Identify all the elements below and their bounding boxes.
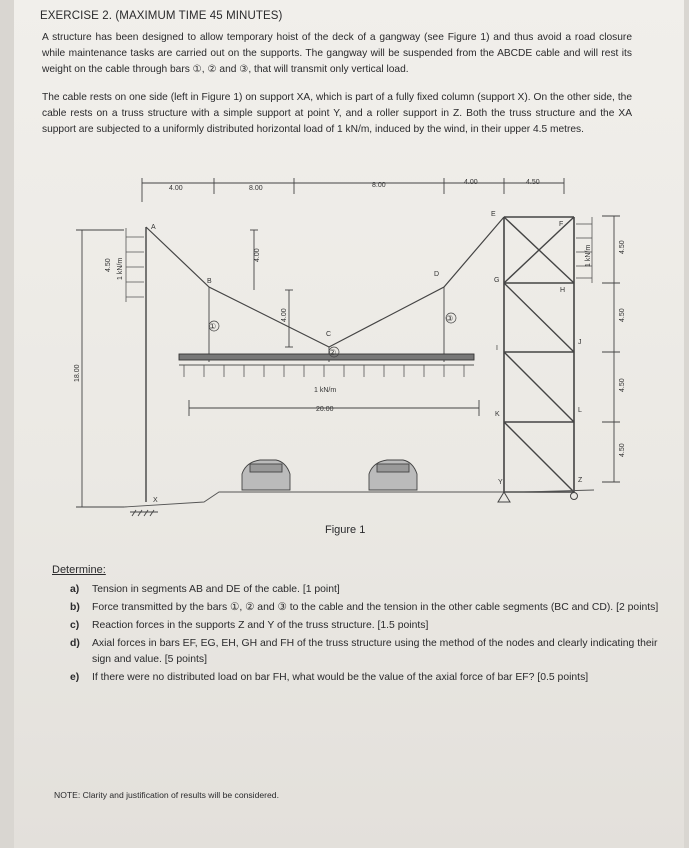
question-letter: e) — [70, 672, 80, 683]
bar-2-label: ② — [329, 348, 337, 357]
exercise-title: EXERCISE 2. (MAXIMUM TIME 45 MINUTES) — [40, 10, 283, 22]
dim-top-1: 4.00 — [169, 185, 183, 192]
question-c — [70, 618, 660, 634]
question-d — [70, 636, 660, 668]
paragraph-intro: A structure has been designed to allow temporary hoist of the deck of a gangway (see Figure 1) and thus avoid a road closure while maintenance tasks are carried out on the supports. The gangway will be suspended from the ABCDE cable and will rest its weight on the cable through bars ①, ② and ③, that will transmit only vertical load. — [42, 32, 632, 75]
paragraph-supports: The cable rests on one side (left in Figure 1) on support XA, which is part of a fully fixed column (support X). On the other side, the cable rests on a truss structure with a simple support at point Y, and a roller support in Z. Both the truss structure and the XA support are subjected to a uniformly distributed horizontal load of 1 kN/m, induced by the wind, in their upper 4.5 metres. — [42, 92, 632, 135]
bar-3-label: ③ — [446, 314, 454, 323]
node-f: F — [559, 221, 564, 228]
question-text: Reaction forces in the supports Z and Y of the truss structure. [1.5 points] — [92, 620, 429, 631]
dim-left-load: 4.50 — [105, 258, 112, 272]
figure-caption: Figure 1 — [325, 524, 366, 536]
node-y: Y — [498, 479, 503, 486]
question-text: Force transmitted by the bars ①, ② and ③ to the cable and the tension in the other cable segments (BC and CD). [2 points] — [92, 602, 659, 613]
car-left — [242, 460, 290, 490]
questions-list — [70, 582, 660, 688]
dim-top-2: 8.00 — [249, 185, 263, 192]
dim-right-1: 4.50 — [619, 240, 626, 254]
node-k: K — [495, 411, 500, 418]
deck-load-label: 1 kN/m — [314, 387, 337, 394]
dim-top-3: 8.00 — [372, 182, 386, 189]
dim-top-4: 4.00 — [464, 179, 478, 186]
question-text: If there were no distributed load on bar FH, what would be the value of the axial force of bar EF? [0.5 points] — [92, 672, 589, 683]
question-b — [70, 600, 660, 616]
node-c: C — [326, 331, 332, 338]
dim-right-4: 4.50 — [619, 443, 626, 457]
node-d: D — [434, 271, 440, 278]
gangway-deck — [179, 354, 474, 360]
exam-sheet — [14, 0, 684, 848]
support-z — [571, 493, 578, 500]
deck-load-arrows — [184, 365, 464, 377]
node-h: H — [560, 287, 566, 294]
deck-span-label: 20.00 — [316, 406, 334, 413]
left-wind-load — [126, 228, 144, 302]
node-e: E — [491, 211, 496, 218]
dim-right-2: 4.50 — [619, 308, 626, 322]
grading-note: NOTE: Clarity and justification of results will be considered. — [54, 790, 279, 800]
question-letter: b) — [70, 602, 80, 613]
node-b: B — [207, 278, 212, 285]
node-x: X — [153, 497, 158, 504]
node-a: A — [151, 224, 156, 231]
question-letter: d) — [70, 638, 80, 649]
node-j: J — [578, 339, 582, 346]
dim-top-5: 4.50 — [526, 179, 540, 186]
support-y — [498, 492, 510, 502]
dim-total-height: 18.00 — [74, 364, 81, 382]
car-right — [369, 460, 417, 490]
node-i: I — [496, 345, 498, 352]
cable-abcde — [146, 217, 504, 347]
load-left-label: 1 kN/m — [117, 257, 124, 280]
determine-heading: Determine: — [52, 564, 106, 576]
question-text: Tension in segments AB and DE of the cable. [1 point] — [92, 584, 340, 595]
node-l: L — [578, 407, 582, 414]
load-right-label: 1 kN/m — [585, 244, 592, 267]
node-z: Z — [578, 477, 583, 484]
question-letter: a) — [70, 584, 80, 595]
dim-right-3: 4.50 — [619, 378, 626, 392]
question-text: Axial forces in bars EF, EG, EH, GH and FH of the truss structure using the method of the nodes and clearly indicating their sign and value. [5 points] — [92, 638, 658, 665]
bar-1-label: ① — [209, 322, 217, 331]
node-g: G — [494, 277, 500, 284]
question-a — [70, 582, 660, 598]
question-letter: c) — [70, 620, 80, 631]
dim-bar-2: 4.00 — [281, 308, 288, 322]
dim-bar-1: 4.00 — [254, 248, 261, 262]
structure-figure — [54, 172, 654, 522]
question-e — [70, 670, 660, 686]
